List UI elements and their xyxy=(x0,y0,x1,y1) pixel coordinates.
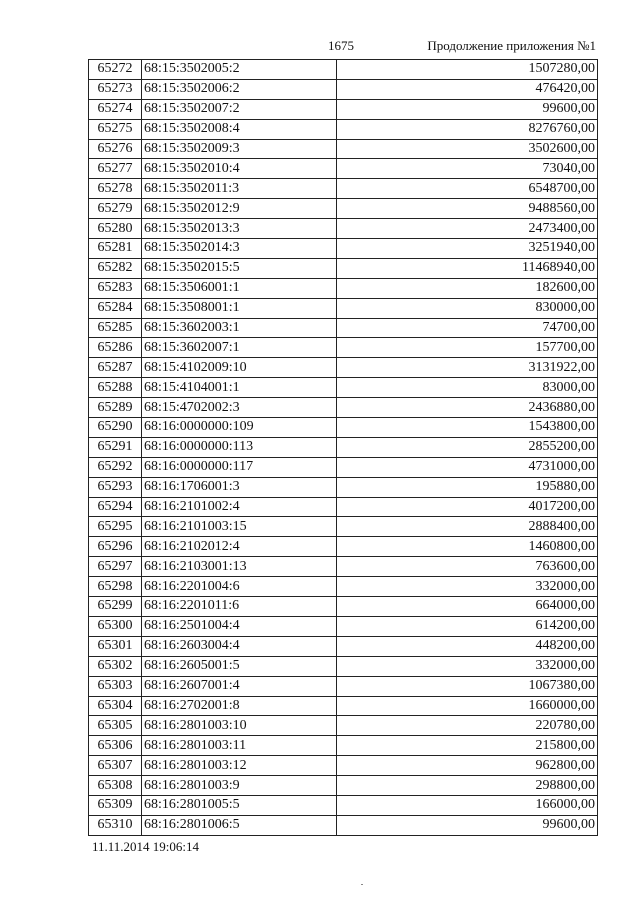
row-number: 65290 xyxy=(89,418,142,438)
page-number: 1675 xyxy=(328,38,354,53)
cadastral-value: 3502600,00 xyxy=(337,139,598,159)
table-row xyxy=(89,79,598,99)
cadastral-value: 74700,00 xyxy=(337,318,598,338)
cadastral-number: 68:15:3502005:2 xyxy=(142,60,337,80)
cadastral-value: 2436880,00 xyxy=(337,398,598,418)
row-number: 65307 xyxy=(89,756,142,776)
table-row xyxy=(89,139,598,159)
cadastral-number: 68:16:2607001:4 xyxy=(142,676,337,696)
table-row xyxy=(89,258,598,278)
cadastral-value: 1543800,00 xyxy=(337,418,598,438)
row-number: 65282 xyxy=(89,258,142,278)
cadastral-number: 68:15:3502014:3 xyxy=(142,239,337,259)
cadastral-number: 68:15:3508001:1 xyxy=(142,298,337,318)
table-row xyxy=(89,60,598,80)
cadastral-value-table xyxy=(88,59,598,836)
continuation-heading: Продолжение приложения №1 xyxy=(427,38,596,53)
table-row xyxy=(89,119,598,139)
cadastral-number: 68:16:2801003:12 xyxy=(142,756,337,776)
row-number: 65276 xyxy=(89,139,142,159)
table-row xyxy=(89,517,598,537)
cadastral-number: 68:15:4104001:1 xyxy=(142,378,337,398)
table-row xyxy=(89,815,598,835)
cadastral-value: 664000,00 xyxy=(337,597,598,617)
cadastral-number: 68:16:0000000:117 xyxy=(142,457,337,477)
row-number: 65301 xyxy=(89,636,142,656)
cadastral-value: 614200,00 xyxy=(337,616,598,636)
cadastral-number: 68:16:0000000:113 xyxy=(142,437,337,457)
cadastral-number: 68:16:2201004:6 xyxy=(142,577,337,597)
cadastral-number: 68:16:2801006:5 xyxy=(142,815,337,835)
row-number: 65299 xyxy=(89,597,142,617)
row-number: 65294 xyxy=(89,497,142,517)
cadastral-number: 68:15:3502012:9 xyxy=(142,199,337,219)
table-row xyxy=(89,418,598,438)
cadastral-number: 68:15:3502010:4 xyxy=(142,159,337,179)
table-row xyxy=(89,636,598,656)
row-number: 65304 xyxy=(89,696,142,716)
cadastral-value: 298800,00 xyxy=(337,776,598,796)
cadastral-value: 2473400,00 xyxy=(337,219,598,239)
table-row xyxy=(89,597,598,617)
row-number: 65300 xyxy=(89,616,142,636)
cadastral-value: 3131922,00 xyxy=(337,358,598,378)
table-row xyxy=(89,199,598,219)
cadastral-number: 68:16:2801003:10 xyxy=(142,716,337,736)
row-number: 65292 xyxy=(89,457,142,477)
cadastral-number: 68:15:3502007:2 xyxy=(142,99,337,119)
row-number: 65281 xyxy=(89,239,142,259)
cadastral-value: 332000,00 xyxy=(337,656,598,676)
cadastral-value: 195880,00 xyxy=(337,477,598,497)
row-number: 65308 xyxy=(89,776,142,796)
cadastral-value: 215800,00 xyxy=(337,736,598,756)
table-row xyxy=(89,338,598,358)
scan-speck xyxy=(361,884,363,885)
cadastral-number: 68:15:3502008:4 xyxy=(142,119,337,139)
table-row xyxy=(89,437,598,457)
cadastral-value: 157700,00 xyxy=(337,338,598,358)
cadastral-value: 99600,00 xyxy=(337,815,598,835)
table-row xyxy=(89,537,598,557)
row-number: 65283 xyxy=(89,278,142,298)
table-row xyxy=(89,378,598,398)
cadastral-value: 8276760,00 xyxy=(337,119,598,139)
cadastral-value: 73040,00 xyxy=(337,159,598,179)
row-number: 65284 xyxy=(89,298,142,318)
table-row xyxy=(89,676,598,696)
cadastral-number: 68:15:3502006:2 xyxy=(142,79,337,99)
cadastral-value: 220780,00 xyxy=(337,716,598,736)
cadastral-number: 68:16:2801003:11 xyxy=(142,736,337,756)
table-row xyxy=(89,358,598,378)
cadastral-number: 68:15:3502009:3 xyxy=(142,139,337,159)
cadastral-value: 2888400,00 xyxy=(337,517,598,537)
table-row xyxy=(89,577,598,597)
table-row xyxy=(89,398,598,418)
row-number: 65278 xyxy=(89,179,142,199)
cadastral-value: 448200,00 xyxy=(337,636,598,656)
cadastral-value: 11468940,00 xyxy=(337,258,598,278)
cadastral-number: 68:16:2101003:15 xyxy=(142,517,337,537)
row-number: 65293 xyxy=(89,477,142,497)
table-row xyxy=(89,159,598,179)
cadastral-value: 962800,00 xyxy=(337,756,598,776)
cadastral-value: 332000,00 xyxy=(337,577,598,597)
table-row xyxy=(89,616,598,636)
cadastral-number: 68:16:2201011:6 xyxy=(142,597,337,617)
cadastral-number: 68:16:2603004:4 xyxy=(142,636,337,656)
row-number: 65272 xyxy=(89,60,142,80)
cadastral-number: 68:16:1706001:3 xyxy=(142,477,337,497)
row-number: 65288 xyxy=(89,378,142,398)
row-number: 65306 xyxy=(89,736,142,756)
cadastral-value: 1460800,00 xyxy=(337,537,598,557)
cadastral-number: 68:15:3506001:1 xyxy=(142,278,337,298)
cadastral-value: 830000,00 xyxy=(337,298,598,318)
cadastral-number: 68:16:2605001:5 xyxy=(142,656,337,676)
cadastral-value: 763600,00 xyxy=(337,557,598,577)
table-row xyxy=(89,776,598,796)
row-number: 65275 xyxy=(89,119,142,139)
table-row xyxy=(89,219,598,239)
cadastral-value: 6548700,00 xyxy=(337,179,598,199)
cadastral-number: 68:15:3602007:1 xyxy=(142,338,337,358)
table-row xyxy=(89,557,598,577)
cadastral-value: 1067380,00 xyxy=(337,676,598,696)
cadastral-number: 68:16:2501004:4 xyxy=(142,616,337,636)
row-number: 65295 xyxy=(89,517,142,537)
cadastral-value: 4731000,00 xyxy=(337,457,598,477)
row-number: 65277 xyxy=(89,159,142,179)
cadastral-value: 476420,00 xyxy=(337,79,598,99)
row-number: 65286 xyxy=(89,338,142,358)
row-number: 65309 xyxy=(89,795,142,815)
cadastral-value: 2855200,00 xyxy=(337,437,598,457)
table-row xyxy=(89,716,598,736)
table-row xyxy=(89,278,598,298)
print-timestamp: 11.11.2014 19:06:14 xyxy=(92,839,200,854)
cadastral-number: 68:16:2102012:4 xyxy=(142,537,337,557)
row-number: 65297 xyxy=(89,557,142,577)
cadastral-number: 68:16:2702001:8 xyxy=(142,696,337,716)
cadastral-number: 68:16:0000000:109 xyxy=(142,418,337,438)
row-number: 65280 xyxy=(89,219,142,239)
table-row xyxy=(89,696,598,716)
table-row xyxy=(89,457,598,477)
cadastral-value: 182600,00 xyxy=(337,278,598,298)
cadastral-value: 99600,00 xyxy=(337,99,598,119)
table-row xyxy=(89,179,598,199)
table-row xyxy=(89,656,598,676)
row-number: 65289 xyxy=(89,398,142,418)
cadastral-number: 68:15:4702002:3 xyxy=(142,398,337,418)
cadastral-value: 4017200,00 xyxy=(337,497,598,517)
cadastral-value: 1507280,00 xyxy=(337,60,598,80)
row-number: 65273 xyxy=(89,79,142,99)
cadastral-number: 68:16:2103001:13 xyxy=(142,557,337,577)
cadastral-value: 83000,00 xyxy=(337,378,598,398)
row-number: 65274 xyxy=(89,99,142,119)
row-number: 65296 xyxy=(89,537,142,557)
cadastral-value: 9488560,00 xyxy=(337,199,598,219)
table-row xyxy=(89,497,598,517)
cadastral-number: 68:15:3602003:1 xyxy=(142,318,337,338)
cadastral-value: 3251940,00 xyxy=(337,239,598,259)
cadastral-number: 68:15:3502011:3 xyxy=(142,179,337,199)
cadastral-number: 68:15:4102009:10 xyxy=(142,358,337,378)
table-row xyxy=(89,318,598,338)
row-number: 65287 xyxy=(89,358,142,378)
table-row xyxy=(89,795,598,815)
cadastral-value: 1660000,00 xyxy=(337,696,598,716)
table-row xyxy=(89,736,598,756)
row-number: 65285 xyxy=(89,318,142,338)
table-row xyxy=(89,756,598,776)
row-number: 65305 xyxy=(89,716,142,736)
table-row xyxy=(89,298,598,318)
row-number: 65291 xyxy=(89,437,142,457)
cadastral-number: 68:16:2801003:9 xyxy=(142,776,337,796)
table-row xyxy=(89,99,598,119)
row-number: 65298 xyxy=(89,577,142,597)
row-number: 65303 xyxy=(89,676,142,696)
cadastral-number: 68:16:2101002:4 xyxy=(142,497,337,517)
row-number: 65279 xyxy=(89,199,142,219)
cadastral-value: 166000,00 xyxy=(337,795,598,815)
cadastral-number: 68:15:3502013:3 xyxy=(142,219,337,239)
cadastral-number: 68:16:2801005:5 xyxy=(142,795,337,815)
row-number: 65302 xyxy=(89,656,142,676)
row-number: 65310 xyxy=(89,815,142,835)
table-row xyxy=(89,239,598,259)
table-row xyxy=(89,477,598,497)
cadastral-number: 68:15:3502015:5 xyxy=(142,258,337,278)
